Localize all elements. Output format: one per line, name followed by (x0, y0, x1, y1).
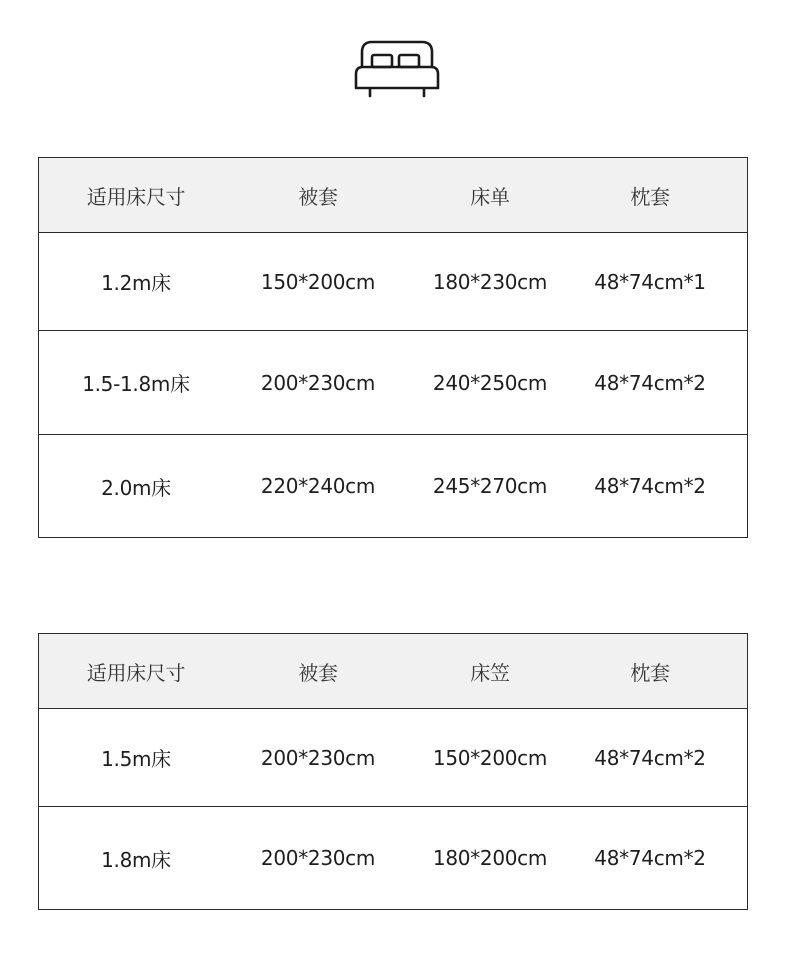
cell-pillowcase: 48*74cm*1 (594, 269, 706, 294)
cell-duvet-cover: 220*240cm (260, 474, 376, 498)
bed-icon (352, 38, 442, 98)
size-table-2 (38, 633, 748, 910)
header-bed-sheet: 床单 (470, 184, 510, 209)
cell-bed-size: 1.8m床 (101, 847, 171, 872)
header-pillowcase: 枕套 (630, 660, 670, 685)
cell-fitted-sheet: 150*200cm (432, 745, 548, 770)
cell-pillowcase: 48*74cm*2 (594, 846, 706, 870)
table-row (39, 708, 747, 806)
table-row (39, 330, 747, 434)
cell-pillowcase: 48*74cm*2 (594, 745, 706, 770)
cell-duvet-cover: 200*230cm (260, 370, 376, 395)
cell-duvet-cover: 200*230cm (260, 745, 376, 770)
header-fitted-sheet: 床笠 (470, 660, 510, 685)
cell-fitted-sheet: 180*200cm (432, 846, 548, 870)
cell-duvet-cover: 150*200cm (260, 269, 376, 294)
cell-bed-size: 2.0m床 (101, 475, 171, 500)
header-bed-size: 适用床尺寸 (86, 184, 186, 209)
table-row (39, 434, 747, 537)
cell-pillowcase: 48*74cm*2 (594, 370, 706, 395)
table-row (39, 806, 747, 909)
table-row (39, 232, 747, 330)
header-duvet-cover: 被套 (298, 660, 338, 685)
header-bed-size: 适用床尺寸 (86, 660, 186, 685)
table-header-row (39, 158, 747, 232)
cell-bed-size: 1.2m床 (101, 271, 171, 295)
cell-bed-size: 1.5-1.8m床 (82, 372, 190, 396)
cell-pillowcase: 48*74cm*2 (594, 474, 706, 498)
size-table-1 (38, 157, 748, 538)
cell-duvet-cover: 200*230cm (260, 846, 376, 870)
table-header-row (39, 634, 747, 708)
cell-bed-sheet: 180*230cm (432, 269, 548, 294)
header-pillowcase: 枕套 (630, 184, 670, 209)
header-duvet-cover: 被套 (298, 184, 338, 209)
cell-bed-sheet: 245*270cm (432, 474, 548, 498)
cell-bed-size: 1.5m床 (101, 747, 171, 771)
cell-bed-sheet: 240*250cm (432, 370, 548, 395)
